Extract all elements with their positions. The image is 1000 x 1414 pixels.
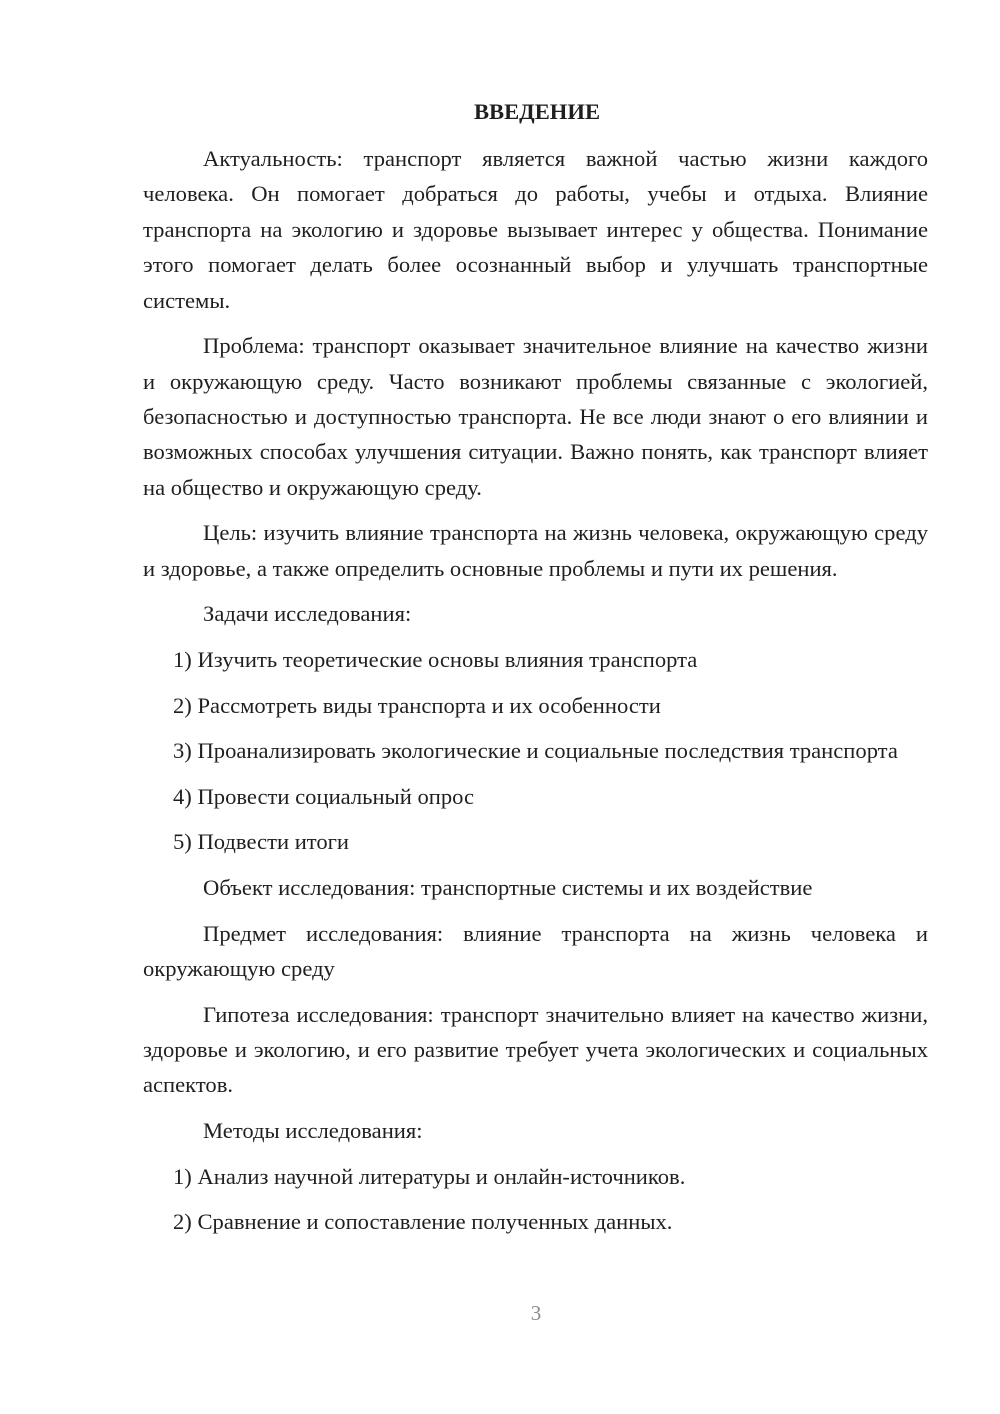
goal-paragraph: Цель: изучить влияние транспорта на жизнь человека, окружающую среду и здоровье, а также определить основные проблемы и пути их решения. — [143, 520, 928, 581]
problem-paragraph: Проблема: транспорт оказывает значительное влияние на качество жизни и окружающую среду. Часто возникают проблемы связанные с экологией, безопасностью и доступностью транспорта. Не все люди знают о его влиянии и возможных способах улучшения ситуации. Важно понять, как транспорт влияет на общество и окружающую среду. — [143, 333, 928, 500]
method-item: 1) Анализ научной литературы и онлайн-источников. — [173, 1163, 686, 1189]
relevance-paragraph: Актуальность: транспорт является важной частью жизни каждого человека. Он помогает добраться до работы, учебы и отдыха. Влияние транспорта на экологию и здоровье вызывает интерес у общества. Понимание этого помогает делать более осознанный выбор и улучшать транспортные системы. — [143, 146, 928, 313]
task-item: 3) Проанализировать экологические и социальные последствия транспорта — [173, 738, 898, 764]
page-content — [143, 94, 928, 1250]
methods-heading: Методы исследования: — [203, 1118, 423, 1143]
task-item: 4) Провести социальный опрос — [173, 783, 475, 809]
section-title: ВВЕДЕНИЕ — [473, 99, 601, 124]
tasks-heading: Задачи исследования: — [203, 601, 412, 627]
hypothesis-paragraph: Гипотеза исследования: транспорт значительно влияет на качество жизни, здоровье и экологию, и его развитие требует учета экологических и социальных аспектов. — [143, 1001, 928, 1098]
method-item: 2) Сравнение и сопоставление полученных данных. — [173, 1209, 673, 1235]
object-paragraph: Объект исследования: транспортные системы и их воздействие — [203, 875, 813, 900]
task-item: 5) Подвести итоги — [173, 829, 350, 855]
task-item: 1) Изучить теоретические основы влияния транспорта — [173, 647, 698, 673]
subject-paragraph: Предмет исследования: влияние транспорта на жизнь человека и окружающую среду — [143, 920, 928, 981]
page-number: 3 — [530, 1301, 542, 1325]
task-item: 2) Рассмотреть виды транспорта и их особенности — [173, 692, 661, 718]
